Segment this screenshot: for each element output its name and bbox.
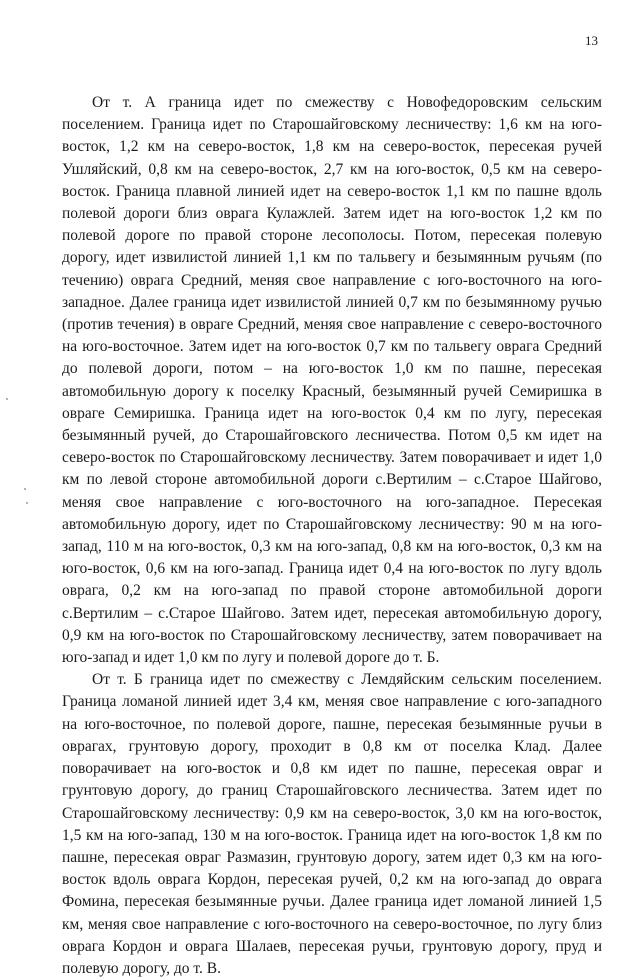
paragraph-point-a: От т. А граница идет по смежеству с Новофедоровским сельским поселением. Граница идет по Старошайговскому лесничеству: 1,6 км на юго-восток, 1,2 км на северо-восток, 1,8 км на северо-восток, пересекая ручей Ушляйский, 0,8 км на северо-восток, 2,7 км на юго-восток, 0,5 км на северо-восток. Граница плавной линией идет на северо-восток 1,1 км по пашне вдоль полевой дороги близ оврага Кулажлей. Затем идет на юго-восток 1,2 км по полевой дороге по правой стороне лесополосы. Потом, пересекая полевую дорогу, идет извилистой линией 1,1 км по тальвегу и безымянным ручьям (по течению) оврага Средний, меняя свое направление с юго-восточного на юго-западное. Далее граница идет извилистой линией 0,7 км по безымянному ручью (против течения) в овраге Средний, меняя свое направление с северо-восточного на юго-восточное. Затем идет на юго-восток 0,7 км по тальвегу оврага Средний до полевой дороги, потом – на юго-восток 1,0 км по пашне, пересекая автомобильную дорогу к поселку Красный, безымянный ручей Семиришка в овраге Семиришка. Граница идет на юго-восток 0,4 км по лугу, пересекая безымянный ручей, до Старошайговского лесничества. Потом 0,5 км идет на северо-восток по Старошайговскому лесничеству. Затем поворачивает и идет 1,0 км по левой стороне автомобильной дороги с.Вертилим – с.Старое Шайгово, меняя свое направление с юго-восточного на юго-западное. Пересекая автомобильную дорогу, идет по Старошайговскому лесничеству: 90 м на юго-запад, 110 м на юго-восток, 0,3 км на юго-запад, 0,8 км на юго-восток, 0,3 км на юго-восток, 0,6 км на юго-запад. Граница идет 0,4 на юго-восток по лугу вдоль оврага, 0,2 км на юго-запад по правой стороне автомобильной дороги с.Вертилим – с.Старое Шайгово. Затем идет, пересекая автомобильную дорогу, 0,9 км на юго-восток по Старошайговскому лесничеству, затем поворачивает на юго-запад и идет 1,0 км по лугу и полевой дороге до т. Б. <box>62 94 602 667</box>
scan-speck <box>6 398 8 400</box>
document-body <box>62 92 602 980</box>
scan-speck <box>26 502 28 504</box>
paragraph-point-b: От т. Б граница идет по смежеству с Лемдяйским сельским поселением. Граница ломаной линией идет 3,4 км, меняя свое направление с юго-западного на юго-восточное, по полевой дороге, пашне, пересекая безымянные ручьи в оврагах, грунтовую дорогу, проходит в 0,8 км от поселка Клад. Далее поворачивает на юго-восток и 0,8 км идет по пашне, пересекая овраг и грунтовую дорогу, до границ Старошайговского лесничества. Затем идет по Старошайговскому лесничеству: 0,9 км на северо-восток, 3,0 км на юго-восток, 1,5 км на юго-запад, 130 м на юго-восток. Граница идет на юго-восток 1,8 км по пашне, пересекая овраг Размазин, грунтовую дорогу, затем идет 0,3 км на юго-восток вдоль оврага Кордон, пересекая ручей, 0,2 км на юго-запад до оврага Фомина, пересекая безымянные ручьи. Далее граница идет ломаной линией 1,5 км, меняя свое направление с юго-восточного на северо-восточное, по лугу близ оврага Кордон и оврага Шалаев, пересекая ручьи, грунтовую дорогу, пруд и полевую дорогу, до т. В. <box>62 671 602 977</box>
scan-speck <box>24 488 26 490</box>
page-number: 13 <box>585 33 598 48</box>
